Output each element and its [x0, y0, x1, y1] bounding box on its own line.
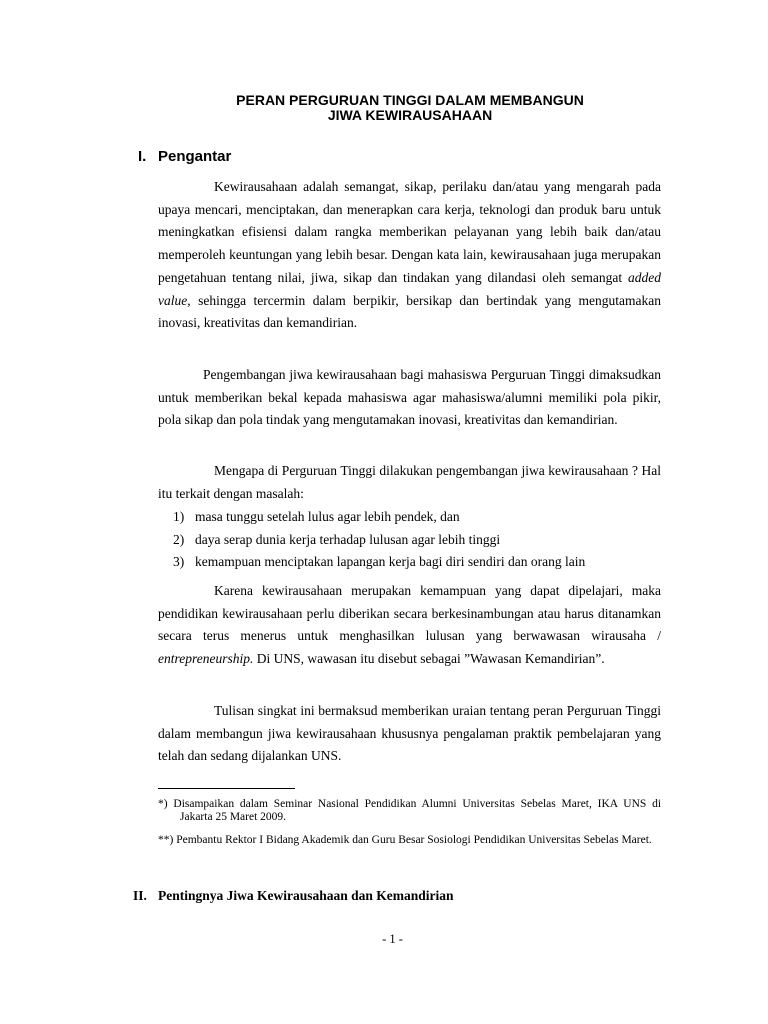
list-item-text: daya serap dunia kerja terhadap lulusan agar lebih tinggi: [195, 531, 501, 547]
section-1-heading: [138, 148, 231, 165]
page-number: - 1 -: [382, 932, 403, 946]
paragraph-1-text: Kewirausahaan adalah semangat, sikap, perilaku dan/atau yang mengarah pada upaya mencari, menciptakan, dan menerapkan cara kerja, teknologi dan produk baru untuk meningkatkan efisiensi dalam rangka memberikan pelayanan yang lebih baik dan/atau memperoleh keuntungan yang lebih besar. Dengan kata lain, kewirausahaan juga merupakan pengetahuan tentang nilai, jiwa, sikap dan tindakan yang dilandasi oleh semangat: [158, 179, 661, 285]
list-item-text: masa tunggu setelah lulus agar lebih pendek, dan: [195, 509, 460, 524]
paragraph-3: Mengapa di Perguruan Tinggi dilakukan pengembangan jiwa kewirausahaan ? Hal itu terkait dengan masalah:: [158, 463, 661, 501]
footnote-1-marker: *): [158, 798, 168, 810]
list-item: [173, 551, 585, 574]
paragraph-4-italic: entrepreneurship.: [158, 651, 254, 667]
paragraph-4-text-end: Di UNS, wawasan itu disebut sebagai ”Wawasan Kemandirian”.: [253, 651, 605, 667]
document-title-line-2: JIWA KEWIRAUSAHAAN: [327, 107, 493, 123]
paragraph-4-text: Karena kewirausahaan merupakan kemampuan yang dapat dipelajari, maka pendidikan kewirausahaan perlu diberikan secara berkesinambungan atau harus ditanamkan secara terus menerus untuk menghasilkan lulusan yang berwawasan wirausaha /: [158, 583, 661, 644]
paragraph-1-italic: added value: [158, 269, 661, 308]
list-item: [173, 529, 585, 552]
footnote-separator: [158, 788, 295, 789]
section-1-number: I.: [138, 148, 147, 165]
footnote-1-text: Disampaikan dalam Seminar Nasional Pendidikan Alumni Universitas Sebelas Maret, IKA UNS di Jakarta 25 Maret 2009.: [173, 798, 662, 823]
list-item-text: kemampuan menciptakan lapangan kerja bagi diri sendiri dan orang lain: [195, 554, 586, 570]
list-item-number: 1): [173, 509, 185, 524]
list-item: [173, 506, 585, 529]
list-item-number: 3): [173, 554, 185, 570]
paragraph-1: [158, 176, 661, 335]
section-2-title: Pentingnya Jiwa Kewirausahaan dan Kemandirian: [158, 888, 454, 903]
paragraph-2: Pengembangan jiwa kewirausahaan bagi mahasiswa Perguruan Tinggi dimaksudkan untuk memberikan bekal kepada mahasiswa agar mahasiswa/alumni memiliki pola pikir, pola sikap dan pola tindak yang mengutamakan inovasi, kreativitas dan kemandirian.: [158, 367, 661, 428]
footnote-2-marker: **): [158, 834, 174, 846]
footnote-2-text: Pembantu Rektor I Bidang Akademik dan Guru Besar Sosiologi Pendidikan Universitas Sebelas Maret.: [176, 834, 652, 846]
section-2-number: II.: [133, 888, 147, 903]
section-1-title: Pengantar: [158, 148, 232, 165]
paragraph-5: Tulisan singkat ini bermaksud memberikan uraian tentang peran Perguruan Tinggi dalam membangun jiwa kewirausahaan khususnya pengalaman praktik pembelajaran yang telah dan sedang dijalankan UNS.: [158, 703, 661, 764]
footnote-1: [158, 798, 661, 824]
problem-list: [173, 506, 585, 574]
document-title-line-1: PERAN PERGURUAN TINGGI DALAM MEMBANGUN: [236, 92, 584, 108]
footnote-2: [158, 834, 661, 847]
list-item-number: 2): [173, 531, 185, 547]
paragraph-4: [158, 580, 661, 671]
paragraph-1-text-end: , sehingga tercermin dalam berpikir, bersikap dan bertindak yang mengutamakan inovasi, kreativitas dan kemandirian.: [158, 292, 661, 331]
section-2-heading: [133, 888, 454, 904]
